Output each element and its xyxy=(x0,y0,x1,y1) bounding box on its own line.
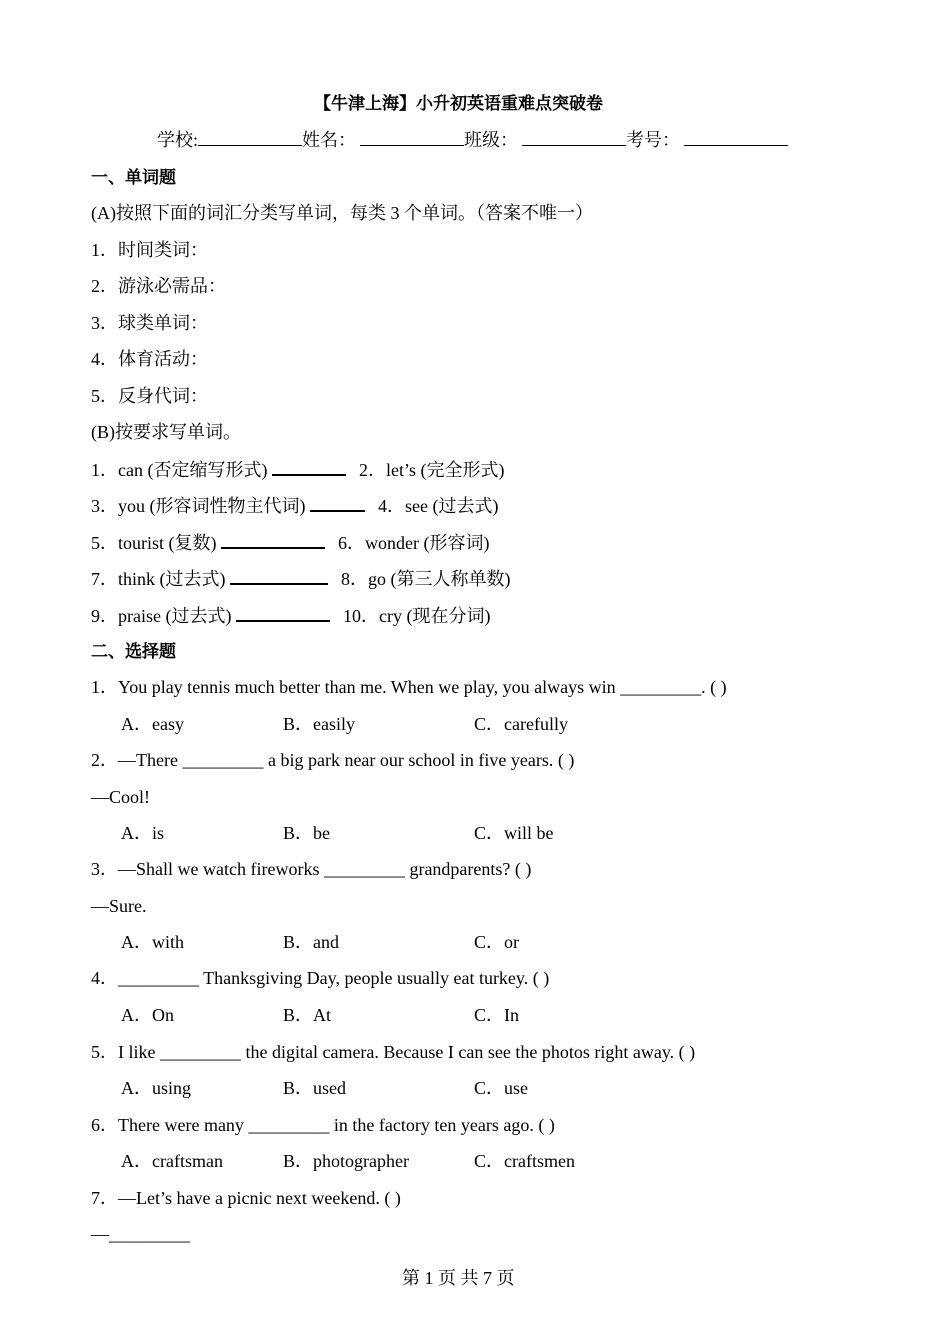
part-a-item: 5．反身代词： xyxy=(91,386,208,406)
option-c[interactable]: C．will be xyxy=(474,823,554,843)
option-b[interactable]: B．photographer xyxy=(283,1151,409,1171)
option-a[interactable]: A．easy xyxy=(121,714,184,734)
dialogue-reply: —_________ xyxy=(91,1224,190,1244)
answer-blank[interactable] xyxy=(272,458,346,476)
part-b-item: 4．see (过去式) xyxy=(378,496,499,516)
name-field[interactable] xyxy=(360,129,464,146)
question-stem: 3．—Shall we watch fireworks _________ grandparents? ( ) xyxy=(91,859,532,879)
question-stem: 5．I like _________ the digital camera. Because I can see the photos right away. ( ) xyxy=(91,1042,696,1062)
section-heading-1: 一、单词题 xyxy=(91,168,176,188)
dialogue-reply: —Cool! xyxy=(91,787,151,807)
section-heading-2: 二、选择题 xyxy=(91,642,176,662)
part-b-item: 9．praise (过去式) xyxy=(91,606,232,626)
option-a[interactable]: A．with xyxy=(121,932,184,952)
part-b-item: 5．tourist (复数) xyxy=(91,533,217,553)
part-a-item: 4．体育活动： xyxy=(91,349,208,369)
part-b-row xyxy=(91,567,511,590)
part-b-item: 8．go (第三人称单数) xyxy=(341,569,511,589)
option-c[interactable]: C．or xyxy=(474,932,519,952)
question-stem: 6．There were many _________ in the factory ten years ago. ( ) xyxy=(91,1115,555,1135)
class-field[interactable] xyxy=(522,129,626,146)
option-b[interactable]: B．easily xyxy=(283,714,355,734)
part-b-row xyxy=(91,604,490,627)
exam-no-field[interactable] xyxy=(684,129,788,146)
part-a-item: 3．球类单词： xyxy=(91,313,208,333)
option-a[interactable]: A．craftsman xyxy=(121,1151,223,1171)
option-a[interactable]: A．On xyxy=(121,1005,174,1025)
student-info-line xyxy=(157,129,788,151)
option-c[interactable]: C．use xyxy=(474,1078,528,1098)
class-label: 班级： xyxy=(464,130,519,150)
answer-blank[interactable] xyxy=(221,531,325,549)
part-b-row xyxy=(91,494,498,517)
part-b-item: 10．cry (现在分词) xyxy=(342,606,491,626)
part-b-item: 2．let’s (完全形式) xyxy=(358,460,505,480)
school-label: 学校: xyxy=(157,130,199,150)
part-b-row xyxy=(91,458,504,481)
option-c[interactable]: C．craftsmen xyxy=(474,1151,575,1171)
part-a-item: 1．时间类词： xyxy=(91,240,208,260)
option-a[interactable]: A．using xyxy=(121,1078,192,1098)
option-b[interactable]: B．At xyxy=(283,1005,332,1025)
option-b[interactable]: B．be xyxy=(283,823,330,843)
part-b-row xyxy=(91,531,489,554)
part-b-item: 1．can (否定缩写形式) xyxy=(91,460,268,480)
question-stem: 1．You play tennis much better than me. When we play, you always win _________. ( ) xyxy=(91,677,727,697)
part-a-instruction: (A)按照下面的词汇分类写单词，每类 3 个单词。（答案不唯一） xyxy=(91,203,593,223)
exam-no-label: 考号： xyxy=(626,130,681,150)
option-c[interactable]: C．carefully xyxy=(474,714,568,734)
question-stem: 4．_________ Thanksgiving Day, people usually eat turkey. ( ) xyxy=(91,968,550,988)
dialogue-reply: —Sure. xyxy=(91,896,147,916)
page-number: 第 1 页 共 7 页 xyxy=(402,1268,515,1288)
question-stem: 2．—There _________ a big park near our school in five years. ( ) xyxy=(91,750,575,770)
answer-blank[interactable] xyxy=(310,494,365,512)
page-title: 【牛津上海】小升初英语重难点突破卷 xyxy=(314,94,603,114)
part-b-item: 6．wonder (形容词) xyxy=(338,533,490,553)
option-c[interactable]: C．In xyxy=(474,1005,519,1025)
option-b[interactable]: B．used xyxy=(283,1078,346,1098)
option-b[interactable]: B．and xyxy=(283,932,339,952)
part-b-item: 3．you (形容词性物主代词) xyxy=(91,496,306,516)
part-a-item: 2．游泳必需品： xyxy=(91,276,226,296)
answer-blank[interactable] xyxy=(236,604,330,622)
question-stem: 7．—Let’s have a picnic next weekend. ( ) xyxy=(91,1188,401,1208)
school-field[interactable] xyxy=(198,129,302,146)
answer-blank[interactable] xyxy=(230,567,328,585)
name-label: 姓名： xyxy=(302,130,357,150)
part-b-item: 7．think (过去式) xyxy=(91,569,226,589)
part-b-instruction: (B)按要求写单词。 xyxy=(91,422,241,442)
option-a[interactable]: A．is xyxy=(121,823,165,843)
